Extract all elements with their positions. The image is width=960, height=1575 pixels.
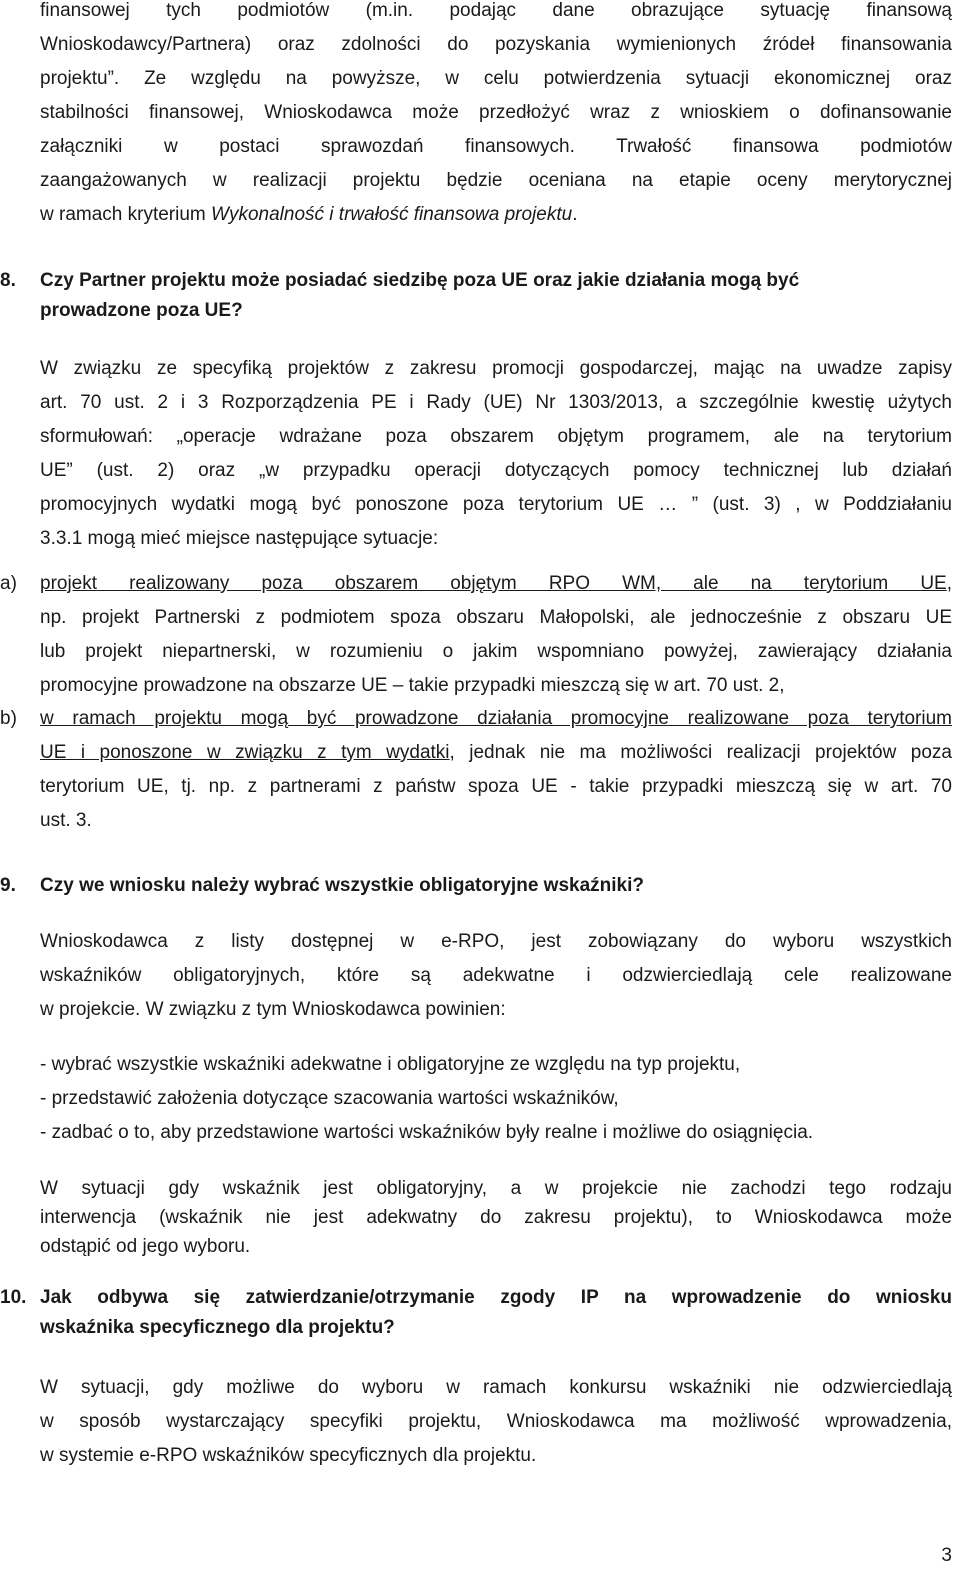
list-marker: b) (0, 708, 17, 729)
question-9-dash-list (40, 1048, 952, 1150)
question-8-answer: W związku ze specyfiką projektów z zakresu promocji gospodarczej, mając na uwadze zapisy art. 70 ust. 2 i 3 Rozporządzenia PE i Rady (UE) Nr 1303/2013, a szczególnie kwestię użytych sformułowań: „operacje wdrażane poza obszarem objętym programem, ale na terytorium UE” (ust. 2) oraz „w przypadku operacji dotyczących pomocy technicznej lub działań promocyjnych wydatki mogą być ponoszone poza terytorium UE … ” (ust. 3) , w Poddziałaniu 3.3.1 mogą mieć miejsce następujące sytuacje: (40, 358, 952, 549)
question-number: 8. (0, 270, 16, 291)
page-number: 3 (941, 1545, 952, 1566)
question-line: Czy Partner projektu może posiadać siedzibę poza UE oraz jakie działania mogą być (40, 270, 800, 291)
intro-paragraph (40, 0, 952, 232)
question-line: Jak odbywa się zatwierdzanie/otrzymanie zgody IP na wprowadzenie do wniosku (40, 1287, 952, 1308)
intro-line: w ramach kryterium Wykonalność i trwałość finansowa projektu. (40, 204, 578, 225)
list-item: - przedstawić założenia dotyczące szacowania wartości wskaźników, (40, 1088, 619, 1109)
question-9-answer: Wnioskodawca z listy dostępnej w e-RPO, jest zobowiązany do wyboru wszystkich wskaźników obligatoryjnych, które są adekwatne i odzwierciedlają cele realizowane w projekcie. W związku z tym Wnioskodawca powinien: (40, 931, 952, 1020)
intro-line: Wnioskodawcy/Partnera) oraz zdolności do pozyskania wymienionych źródeł finansowania (40, 34, 952, 55)
question-number: 9. (0, 875, 16, 896)
list-marker: a) (0, 573, 17, 594)
list-item: - zadbać o to, aby przedstawione wartości wskaźników były realne i możliwe do osiągnięcia. (40, 1122, 814, 1143)
question-number: 10. (0, 1287, 27, 1308)
intro-line: zaangażowanych w realizacji projektu będzie oceniana na etapie oceny merytorycznej (40, 170, 952, 191)
intro-line: finansowej tych podmiotów (m.in. podając dane obrazujące sytuację finansową (40, 0, 952, 21)
list-item: - wybrać wszystkie wskaźniki adekwatne i obligatoryjne ze względu na typ projektu, (40, 1054, 741, 1075)
intro-line: projektu”. Ze względu na powyższe, w celu potwierdzenia sytuacji ekonomicznej oraz (40, 68, 952, 89)
criterion-name: Wykonalność i trwałość finansowa projektu (211, 204, 573, 225)
question-10-answer: W sytuacji, gdy możliwe do wyboru w ramach konkursu wskaźniki nie odzwierciedlają w sposób wystarczający specyfiki projektu, Wnioskodawca ma możliwość wprowadzenia, w systemie e-RPO wskaźników specyficznych dla projektu. (40, 1377, 952, 1466)
intro-line: załączniki w postaci sprawozdań finansowych. Trwałość finansowa podmiotów (40, 136, 952, 157)
question-9-note: W sytuacji gdy wskaźnik jest obligatoryjny, a w projekcie nie zachodzi tego rodzaju interwencja (wskaźnik nie jest adekwatny do zakresu projektu), to Wnioskodawca może odstąpić od jego wyboru. (40, 1178, 952, 1257)
intro-line: stabilności finansowej, Wnioskodawca może przedłożyć wraz z wnioskiem o dofinansowanie (40, 102, 952, 123)
question-line: wskaźnika specyficznego dla projektu? (40, 1317, 395, 1338)
question-line: prowadzone poza UE? (40, 300, 243, 321)
